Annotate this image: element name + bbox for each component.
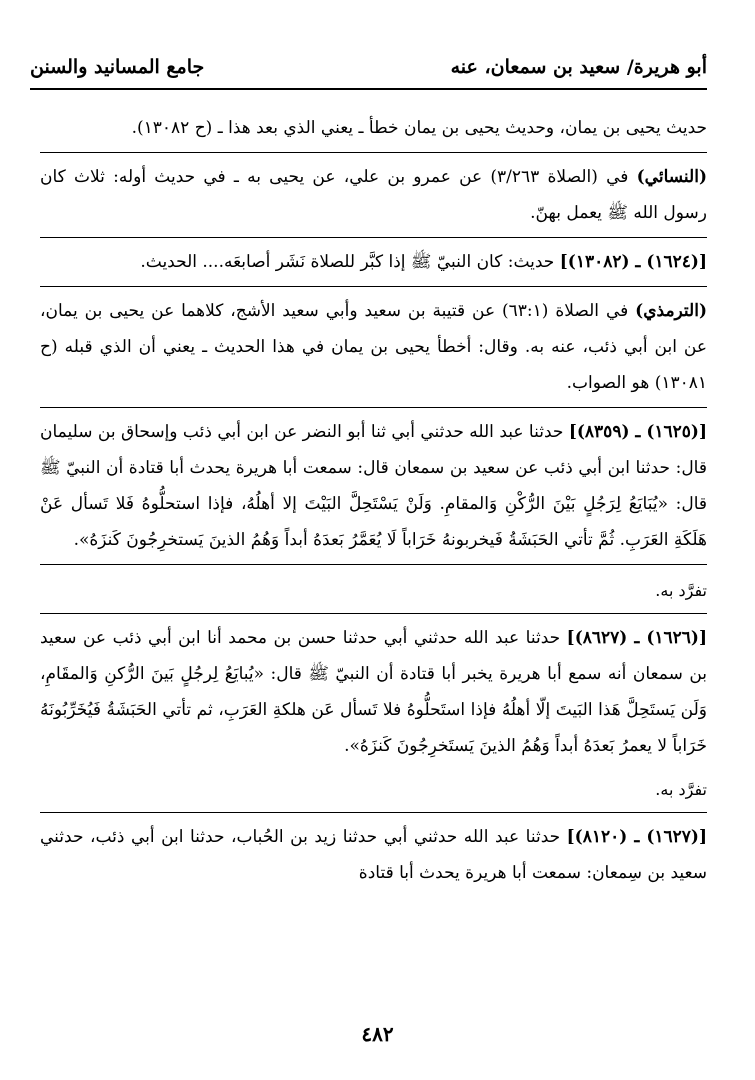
paragraph-text: في الصلاة (٦٣:١) عن قتيبة بن سعيد وأبي سعيد الأشج، كلاهما عن يحيى بن يمان، عن ابن أبي ذئب، عنه به. وقال: أخطأ يحيى بن يمان في هذا الحديث ـ يعني أن الذي قبله (ح ١٣٠٨١) هو الصواب. (40, 301, 707, 393)
hadith-1626 (40, 620, 707, 764)
note-tafarrad: تفرَّد به. (655, 780, 707, 799)
paragraph-text: حديث: كان النبيّ ﷺ إذا كبَّر للصلاة نَشَر أصابعَه.... الحديث. (140, 252, 555, 272)
running-header (30, 52, 707, 92)
paragraph-text: حديث يحيى بن يمان، وحديث يحيى بن يمان خطأ ـ يعني الذي بعد هذا ـ (ح ١٣٠٨٢). (131, 118, 707, 138)
divider (40, 613, 707, 614)
header-chapter-title: أبو هريرة/ سعيد بن سمعان، عنه (450, 56, 707, 78)
paragraph-1 (40, 110, 707, 146)
main-text (40, 110, 707, 891)
paragraph-text: حدثنا عبد الله حدثني أبي حدثنا زيد بن الحُباب، حدثنا ابن أبي ذئب، حدثني سعيد بن سِمعان: سمعت أبا هريرة يحدث أبا قتادة (40, 827, 707, 883)
header-book-title: جامع المسانيد والسنن (30, 56, 205, 78)
header-rule (30, 88, 707, 90)
paragraph-text: حدثنا عبد الله حدثني أبي حدثنا حسن بن محمد أنا ابن أبي ذئب عن سعيد بن سمعان أنه سمع أبا هريرة يخبر أبا قتادة أن النبيّ ﷺ قال: «يُبايَعُ لِرجُلٍ بَينَ الرُّكنِ وَالمقَامِ، وَلَن يَستَحِلَّ هَذا البَيتَ إلّا أهلُهُ فإذا استَحلُّوهُ فلا تَسأل عَن هلكةِ العَرَبِ، ثم تأتي الحَبَشَةُ فَيُخَرِّبُونَهُ خَرَاباً لا يعمرُ بَعدَهُ أبداً وَهُمُ الذينَ يَستَخرِجُونَ كَنزَهُ». (40, 628, 707, 756)
divider (40, 812, 707, 813)
hadith-1624 (40, 244, 707, 280)
hadith-number: [(١٦٢٥) ـ (٨٣٥٩)] (568, 422, 708, 442)
hadith-number: [(١٦٢٦) ـ (٨٦٢٧)] (566, 628, 707, 648)
paragraph-4 (40, 293, 707, 401)
source-ref: (الترمذي) (635, 301, 708, 321)
source-ref: (النسائي) (636, 167, 707, 187)
hadith-number: [(١٦٢٧) ـ (٨١٢٠)] (566, 827, 708, 847)
divider (40, 564, 707, 565)
hadith-number: [(١٦٢٤) ـ (١٣٠٨٢)] (559, 252, 707, 272)
note-tafarrad: تفرَّد به. (655, 581, 707, 600)
paragraph-text: حدثنا عبد الله حدثني أبي ثنا أبو النضر عن ابن أبي ذئب وإسحاق بن سليمان قال: حدثنا ابن أبي ذئب عن سعيد بن سمعان قال: سمعت أبا هريرة يحدث أبا قتادة أن النبيّ ﷺ قال: «يُبَايَعُ لِرَجُلٍ بَيْنَ الرُّكْنِ وَالمقامِ. وَلَنْ يَسْتَحِلَّ البَيْتَ إلا أهلُهُ، فإذا استحلُّوهُ فَلا تَسأل عَنْ هَلَكَةِ العَرَبِ. ثُمَّ تأتي الحَبَشَةُ فَيخربونهُ خَرَاباً لَا يُعَمَّرُ بَعدَهُ أبداً وَهُمُ الذينَ يَستخرِجُونَ كَنزَهُ». (40, 422, 707, 550)
divider (40, 407, 707, 408)
divider (40, 286, 707, 287)
divider (40, 152, 707, 153)
paragraph-2 (40, 159, 707, 231)
divider (40, 237, 707, 238)
hadith-1627 (40, 819, 707, 891)
page-number: ٤٨٢ (361, 1022, 394, 1046)
paragraph-text: في (الصلاة ٣/٢٦٣) عن عمرو بن علي، عن يحيى به ـ في حديث أوله: ثلاث كان رسول الله ﷺ يعمل بهنّ. (40, 167, 707, 223)
hadith-1625 (40, 414, 707, 558)
